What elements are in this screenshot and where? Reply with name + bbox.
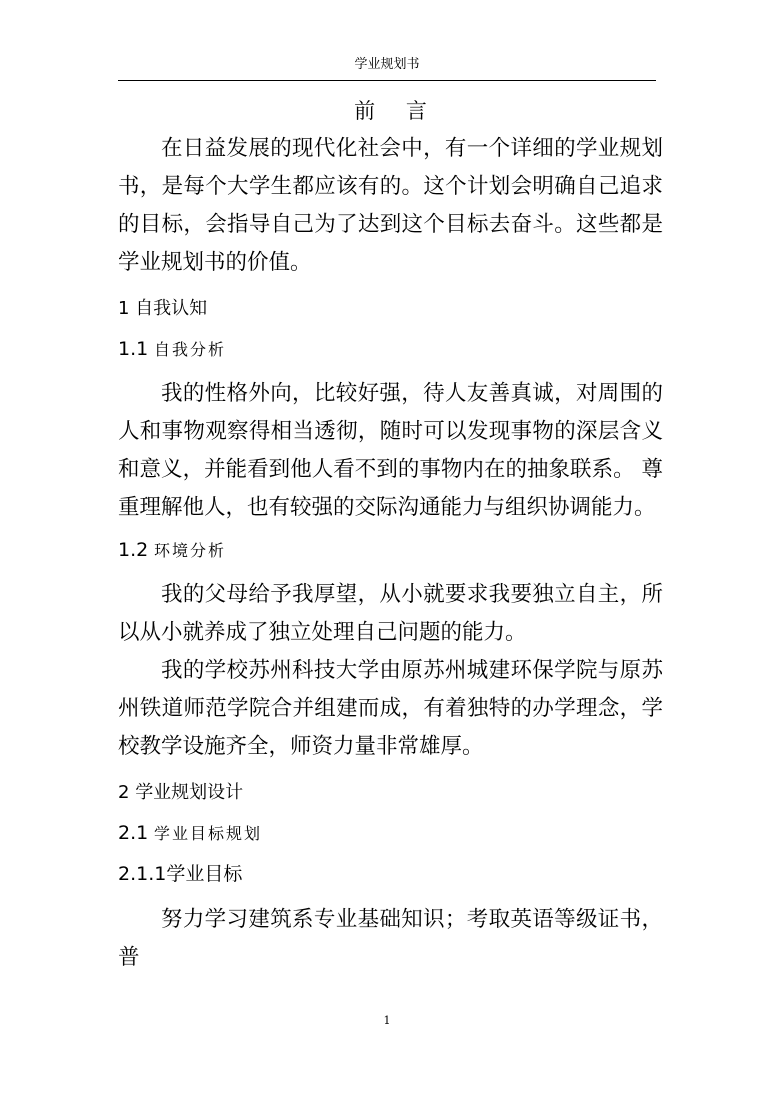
- document-body: [118, 96, 663, 977]
- section-number: 1.1: [118, 338, 149, 360]
- goal-paragraph: 努力学习建筑系专业基础知识；考取英语等级证书，普: [118, 907, 663, 970]
- header-rule: [118, 80, 656, 81]
- section-1-1-heading: [118, 336, 663, 363]
- section-1-heading: [118, 296, 663, 322]
- document-title: 前 言: [354, 99, 439, 123]
- section-1-2-heading: [118, 537, 663, 564]
- self-analysis-paragraph: 我的性格外向，比较好强，待人友善真诚，对周围的人和事物观察得相当透彻，随时可以发现事物的深层含义和意义，并能看到他人看不到的事物内在的抽象联系。 尊重理解他人，也有较强的交际沟通能力与组织协调能力。: [118, 381, 663, 520]
- section-number: 1: [118, 298, 130, 319]
- section-2-1-1-heading: [118, 861, 663, 887]
- page-header: 学业规划书: [354, 57, 420, 72]
- section-title: 自我认知: [135, 298, 208, 319]
- section-number: 2.1.1: [118, 863, 167, 885]
- section-2-heading: [118, 780, 663, 806]
- section-title: 自我分析: [153, 340, 226, 359]
- section-2-1-heading: [118, 820, 663, 847]
- page-number: 1: [383, 1014, 391, 1027]
- environment-paragraph-1: 我的父母给予我厚望，从小就要求我要独立自主，所以从小就养成了独立处理自己问题的能力。: [118, 582, 663, 645]
- environment-paragraph-2: 我的学校苏州科技大学由原苏州城建环保学院与原苏州铁道师范学院合并组建而成，有着独特的办学理念，学校教学设施齐全，师资力量非常雄厚。: [118, 658, 663, 759]
- section-title: 学业目标: [166, 863, 243, 885]
- section-title: 学业规划设计: [135, 782, 244, 803]
- section-number: 1.2: [118, 539, 149, 561]
- section-title: 环境分析: [153, 541, 226, 560]
- intro-paragraph: 在日益发展的现代化社会中，有一个详细的学业规划书，是每个大学生都应该有的。这个计划会明确自己追求的目标，会指导自己为了达到这个目标去奋斗。这些都是学业规划书的价值。: [118, 136, 663, 275]
- section-title: 学业目标规划: [153, 824, 262, 843]
- section-number: 2: [118, 782, 130, 803]
- section-number: 2.1: [118, 822, 149, 844]
